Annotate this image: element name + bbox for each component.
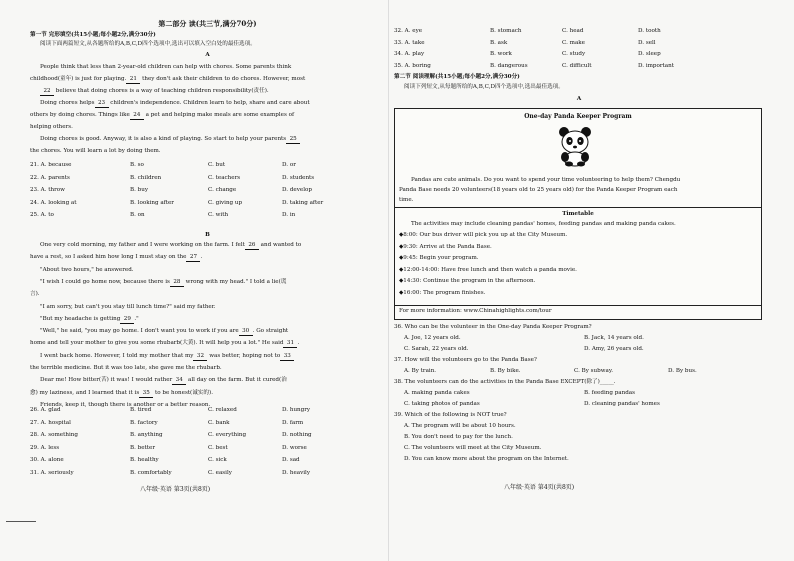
passage-text: I went back home. However, I told my mother that my xyxy=(40,352,194,359)
passage-line xyxy=(40,267,134,274)
question-stem: 39. Which of the following is NOT true? xyxy=(394,412,507,418)
passage-text: have a rest, so I asked him how long I must stay on the xyxy=(30,254,187,261)
panda-program-box xyxy=(394,108,762,320)
option-d: D. develop xyxy=(282,187,312,193)
option-d: D. sad xyxy=(282,457,300,463)
passage-text: they don't ask their children to do chores. However, most xyxy=(140,76,306,82)
panda-icon xyxy=(553,123,597,167)
page-fold xyxy=(388,0,389,561)
passage-text: the chores. You will learn a lot by doing them. xyxy=(30,148,161,154)
section2-title: 第二节 阅读理解(共15小题;每小题2分,满分30分) xyxy=(394,74,520,80)
passage-text: childhood(童年) is just for playing. xyxy=(30,76,127,82)
passage-line xyxy=(30,148,161,155)
answer-blank: 27 xyxy=(186,254,200,262)
passage-line xyxy=(40,316,139,324)
option-c: C. relaxed xyxy=(208,407,237,413)
passage-text: "About two hours," he answered. xyxy=(40,266,134,273)
passage-text: "Well," he said, "you may go home. I don't want you to work if you are xyxy=(40,328,239,335)
option-b: B. tired xyxy=(130,407,152,413)
option-d: D. in xyxy=(282,212,296,218)
passage-text: to be honest(诚实的). xyxy=(153,389,213,396)
passage-line xyxy=(40,304,216,311)
passage-text: believe that doing chores is a way of teaching children responsibility(责任). xyxy=(54,88,269,94)
box-title: One-day Panda Keeper Program xyxy=(524,113,632,120)
answer-blank: 22 xyxy=(40,88,54,96)
option-d: D. tooth xyxy=(638,28,661,34)
left-page xyxy=(30,0,385,561)
answer-option: B. You don't need to pay for the lunch. xyxy=(404,434,513,440)
option-c: C. sick xyxy=(208,457,227,463)
passage-a-label-right: A xyxy=(576,96,582,102)
option-n: 31. A. seriously xyxy=(30,469,74,476)
question-stem: 36. Who can be the volunteer in the One-day Panda Keeper Program? xyxy=(394,324,592,330)
passage-text: wrong with my head." I told a lie(谎 xyxy=(183,278,287,285)
option-b: B. ask xyxy=(490,39,508,46)
box-intro-line: Pandas are cute animals. Do you want to spend your time volunteering to help them? Chengdu xyxy=(411,177,681,183)
answer-blank: 21 xyxy=(126,76,140,84)
answer-option: B. feeding pandas xyxy=(584,390,635,396)
answer-option: B. By bike. xyxy=(490,368,521,374)
option-b: B. stomach xyxy=(490,28,522,34)
passage-text: others by doing chores. Things like xyxy=(30,112,130,118)
option-b: B. healthy xyxy=(130,457,159,463)
question-stem: 37. How will the volunteers go to the Panda Base? xyxy=(394,357,537,363)
passage-line xyxy=(40,136,300,144)
option-c: C. with xyxy=(208,212,229,218)
box-intro-line: time. xyxy=(399,197,414,203)
passage-line xyxy=(40,402,210,409)
option-n: 34. A. play xyxy=(394,51,425,57)
right-page xyxy=(394,0,764,561)
option-d: D. or xyxy=(282,162,296,168)
answer-option: A. By train. xyxy=(404,368,437,374)
option-n: 33. A. take xyxy=(394,39,425,46)
option-n: 23. A. throw xyxy=(30,187,65,193)
answer-option: D. cleaning pandas' homes xyxy=(584,401,660,407)
option-d: D. sell xyxy=(638,39,656,46)
answer-option: C. taking photos of pandas xyxy=(404,401,480,407)
margin-mark xyxy=(6,521,36,522)
passage-text: home and tell your mother to give you some rhubarb(大黄). It will help you a lot." He said xyxy=(30,340,284,347)
answer-blank: 31 xyxy=(283,340,297,348)
passage-text: Doing chores helps xyxy=(40,100,95,106)
answer-option: C. Sarah, 22 years old. xyxy=(404,346,469,352)
passage-line xyxy=(40,353,294,361)
answer-blank: 25 xyxy=(286,136,300,144)
answer-blank: 23 xyxy=(95,100,109,108)
option-d: D. taking after xyxy=(282,199,324,206)
passage-line xyxy=(30,112,294,120)
section1-title: 第一节 完形填空(共15小题;每小题2分,满分30分) xyxy=(30,32,156,38)
option-c: C. study xyxy=(562,51,586,57)
answer-option: D. Amy, 26 years old. xyxy=(584,346,644,352)
passage-line xyxy=(30,340,299,348)
box-divider-bottom xyxy=(395,305,761,306)
option-c: C. best xyxy=(208,444,228,451)
passage-b-label: B xyxy=(205,232,210,238)
question-stem: 38. The volunteers can do the activities in the Panda Base EXCEPT(除了)_____. xyxy=(394,379,616,385)
option-n: 32. A. eye xyxy=(394,28,423,34)
box-divider xyxy=(395,207,761,208)
option-c: C. change xyxy=(208,187,237,193)
passage-text: . xyxy=(297,340,300,347)
passage-text: "But my headache is getting xyxy=(40,315,121,322)
option-c: C. but xyxy=(208,162,226,168)
option-b: B. anything xyxy=(130,432,163,438)
option-b: B. better xyxy=(130,444,156,451)
answer-option: A. making panda cakes xyxy=(404,390,470,396)
answer-option: A. The program will be about 10 hours. xyxy=(404,423,516,429)
option-n: 28. A. something xyxy=(30,432,78,438)
passage-line xyxy=(40,242,301,250)
option-d: D. heavily xyxy=(282,469,310,476)
option-n: 21. A. because xyxy=(30,162,72,168)
answer-blank: 26 xyxy=(245,242,259,250)
option-c: C. teachers xyxy=(208,174,241,181)
section2-instructions: 阅读下列短文,从每题所给的A,B,C,D四个选项中,选出最佳选项。 xyxy=(404,84,564,90)
timetable-item: ◆9:30: Arrive at the Panda Base. xyxy=(399,243,492,250)
page-footer-left: 八年级·英语 第3页(共8页) xyxy=(140,486,211,493)
option-d: D. worse xyxy=(282,444,307,451)
option-n: 27. A. hospital xyxy=(30,419,71,426)
answer-blank: 29 xyxy=(120,316,134,324)
answer-option: D. You can know more about the program on the Internet. xyxy=(404,456,569,462)
option-c: C. giving up xyxy=(208,199,243,206)
page-footer-right: 八年级·英语 第4页(共8页) xyxy=(504,484,575,491)
option-n: 35. A. boring xyxy=(394,62,431,69)
passage-text: children's independence. Children learn to help, share and care about xyxy=(108,100,310,106)
passage-a-label: A xyxy=(205,52,210,58)
box-intro-line: Panda Base needs 20 volunteers(18 years old to 25 years old) for the Panda Keeper Program each xyxy=(399,187,678,193)
option-c: C. head xyxy=(562,28,584,34)
passage-line xyxy=(40,377,287,385)
option-b: B. so xyxy=(130,162,144,168)
timetable-item: ◆16:00: The program finishes. xyxy=(399,289,486,296)
passage-text: a pet and helping make meals are some examples of xyxy=(143,112,295,118)
option-d: D. hungry xyxy=(282,407,311,413)
option-n: 30. A. alone xyxy=(30,457,64,463)
answer-blank: 24 xyxy=(130,112,144,120)
option-b: B. looking after xyxy=(130,199,174,206)
option-c: C. easily xyxy=(208,469,232,476)
timetable-title: Timetable xyxy=(562,211,594,217)
passage-line xyxy=(30,76,305,84)
passage-text: helping others. xyxy=(30,124,73,130)
passage-text: Doing chores is good. Anyway, it is also a kind of playing. So start to help your parents xyxy=(40,136,287,142)
timetable-intro: The activities may include cleaning pandas' homes, feeding pandas and making panda cakes. xyxy=(411,221,676,227)
option-d: D. students xyxy=(282,174,315,181)
option-c: C. difficult xyxy=(562,62,592,69)
option-b: B. children xyxy=(130,174,162,181)
passage-text: ." xyxy=(134,315,139,322)
passage-line xyxy=(30,124,73,131)
option-b: B. dangerous xyxy=(490,62,528,69)
passage-text: was better, hoping not to xyxy=(207,352,281,359)
option-n: 22. A. parents xyxy=(30,174,70,181)
option-b: B. buy xyxy=(130,187,149,193)
answer-option: C. The volunteers will meet at the City Museum. xyxy=(404,445,542,451)
passage-text: "I am sorry, but can't you stay till lunch time?" said my father. xyxy=(40,303,216,310)
answer-blank: 34 xyxy=(172,377,186,385)
answer-option: A. Joe, 12 years old. xyxy=(404,335,461,341)
option-n: 29. A. less xyxy=(30,444,60,451)
passage-text: . Go straight xyxy=(252,328,289,335)
option-b: B. on xyxy=(130,212,145,218)
passage-text: One very cold morning, my father and I were working on the farm. I felt xyxy=(40,242,245,248)
timetable-item: ◆8:00: Our bus driver will pick you up at the City Museum. xyxy=(399,232,568,238)
option-b: B. work xyxy=(490,51,512,57)
passage-line xyxy=(40,100,310,108)
timetable-item: ◆14:30: Continue the program in the afternoon. xyxy=(399,278,536,284)
passage-line xyxy=(30,291,40,298)
option-n: 24. A. looking at xyxy=(30,199,77,206)
passage-line xyxy=(30,365,222,372)
passage-line xyxy=(30,254,202,262)
option-c: C. everything xyxy=(208,432,247,438)
option-d: D. farm xyxy=(282,419,304,426)
option-c: C. make xyxy=(562,39,585,46)
box-more-info: For more information: www.Chinahighlights.com/tour xyxy=(399,308,552,314)
passage-text: Friends, keep it, though there is another or a better reason. xyxy=(40,401,211,408)
section1-instructions: 阅读下面两篇短文,从各题所给的A,B,C,D四个选项中,选出可以填入空白处的最佳选项。 xyxy=(40,41,256,47)
answer-option: D. By bus. xyxy=(668,368,697,374)
option-b: B. factory xyxy=(130,419,158,426)
passage-text: People think that less than 2-year-old children can help with chores. Some parents think xyxy=(40,64,292,70)
option-b: B. comfortably xyxy=(130,469,172,476)
passage-line xyxy=(30,390,213,398)
option-n: 26. A. glad xyxy=(30,407,61,413)
answer-blank: 32 xyxy=(193,353,207,361)
passage-text: and wanted to xyxy=(258,242,302,248)
passage-line xyxy=(40,279,286,287)
passage-line xyxy=(40,88,269,96)
timetable-item: ◆12:00-14:00: Have free lunch and then watch a panda movie. xyxy=(399,266,577,273)
part-title: 第二部分 读(共三节,满分70分) xyxy=(158,19,257,28)
option-c: C. bank xyxy=(208,419,230,426)
passage-text: the terrible medicine. But it was too late, she gave me the rhubarb. xyxy=(30,365,222,371)
answer-blank: 33 xyxy=(280,353,294,361)
option-d: D. nothing xyxy=(282,432,312,438)
answer-blank: 35 xyxy=(139,390,153,398)
passage-line xyxy=(40,64,291,71)
passage-text: . xyxy=(200,254,203,261)
answer-blank: 30 xyxy=(239,328,253,336)
option-n: 25. A. to xyxy=(30,212,54,218)
passage-text: all day on the farm. But it cured(治 xyxy=(186,377,287,384)
passage-text: "I wish I could go home now, because there is xyxy=(40,278,170,285)
answer-option: C. By subway. xyxy=(574,368,614,374)
passage-text: 愈) my laziness, and I learned that it is xyxy=(30,389,140,396)
option-d: D. important xyxy=(638,62,674,69)
passage-text: Dear me! How bitter(苦) it was! I would rather xyxy=(40,377,173,384)
answer-blank: 28 xyxy=(170,279,184,287)
passage-text: 言). xyxy=(30,291,40,298)
answer-option: B. Jack, 14 years old. xyxy=(584,335,644,341)
timetable-item: ◆9:45: Begin your program. xyxy=(399,255,479,261)
option-d: D. sleep xyxy=(638,51,661,57)
passage-line xyxy=(40,328,288,336)
